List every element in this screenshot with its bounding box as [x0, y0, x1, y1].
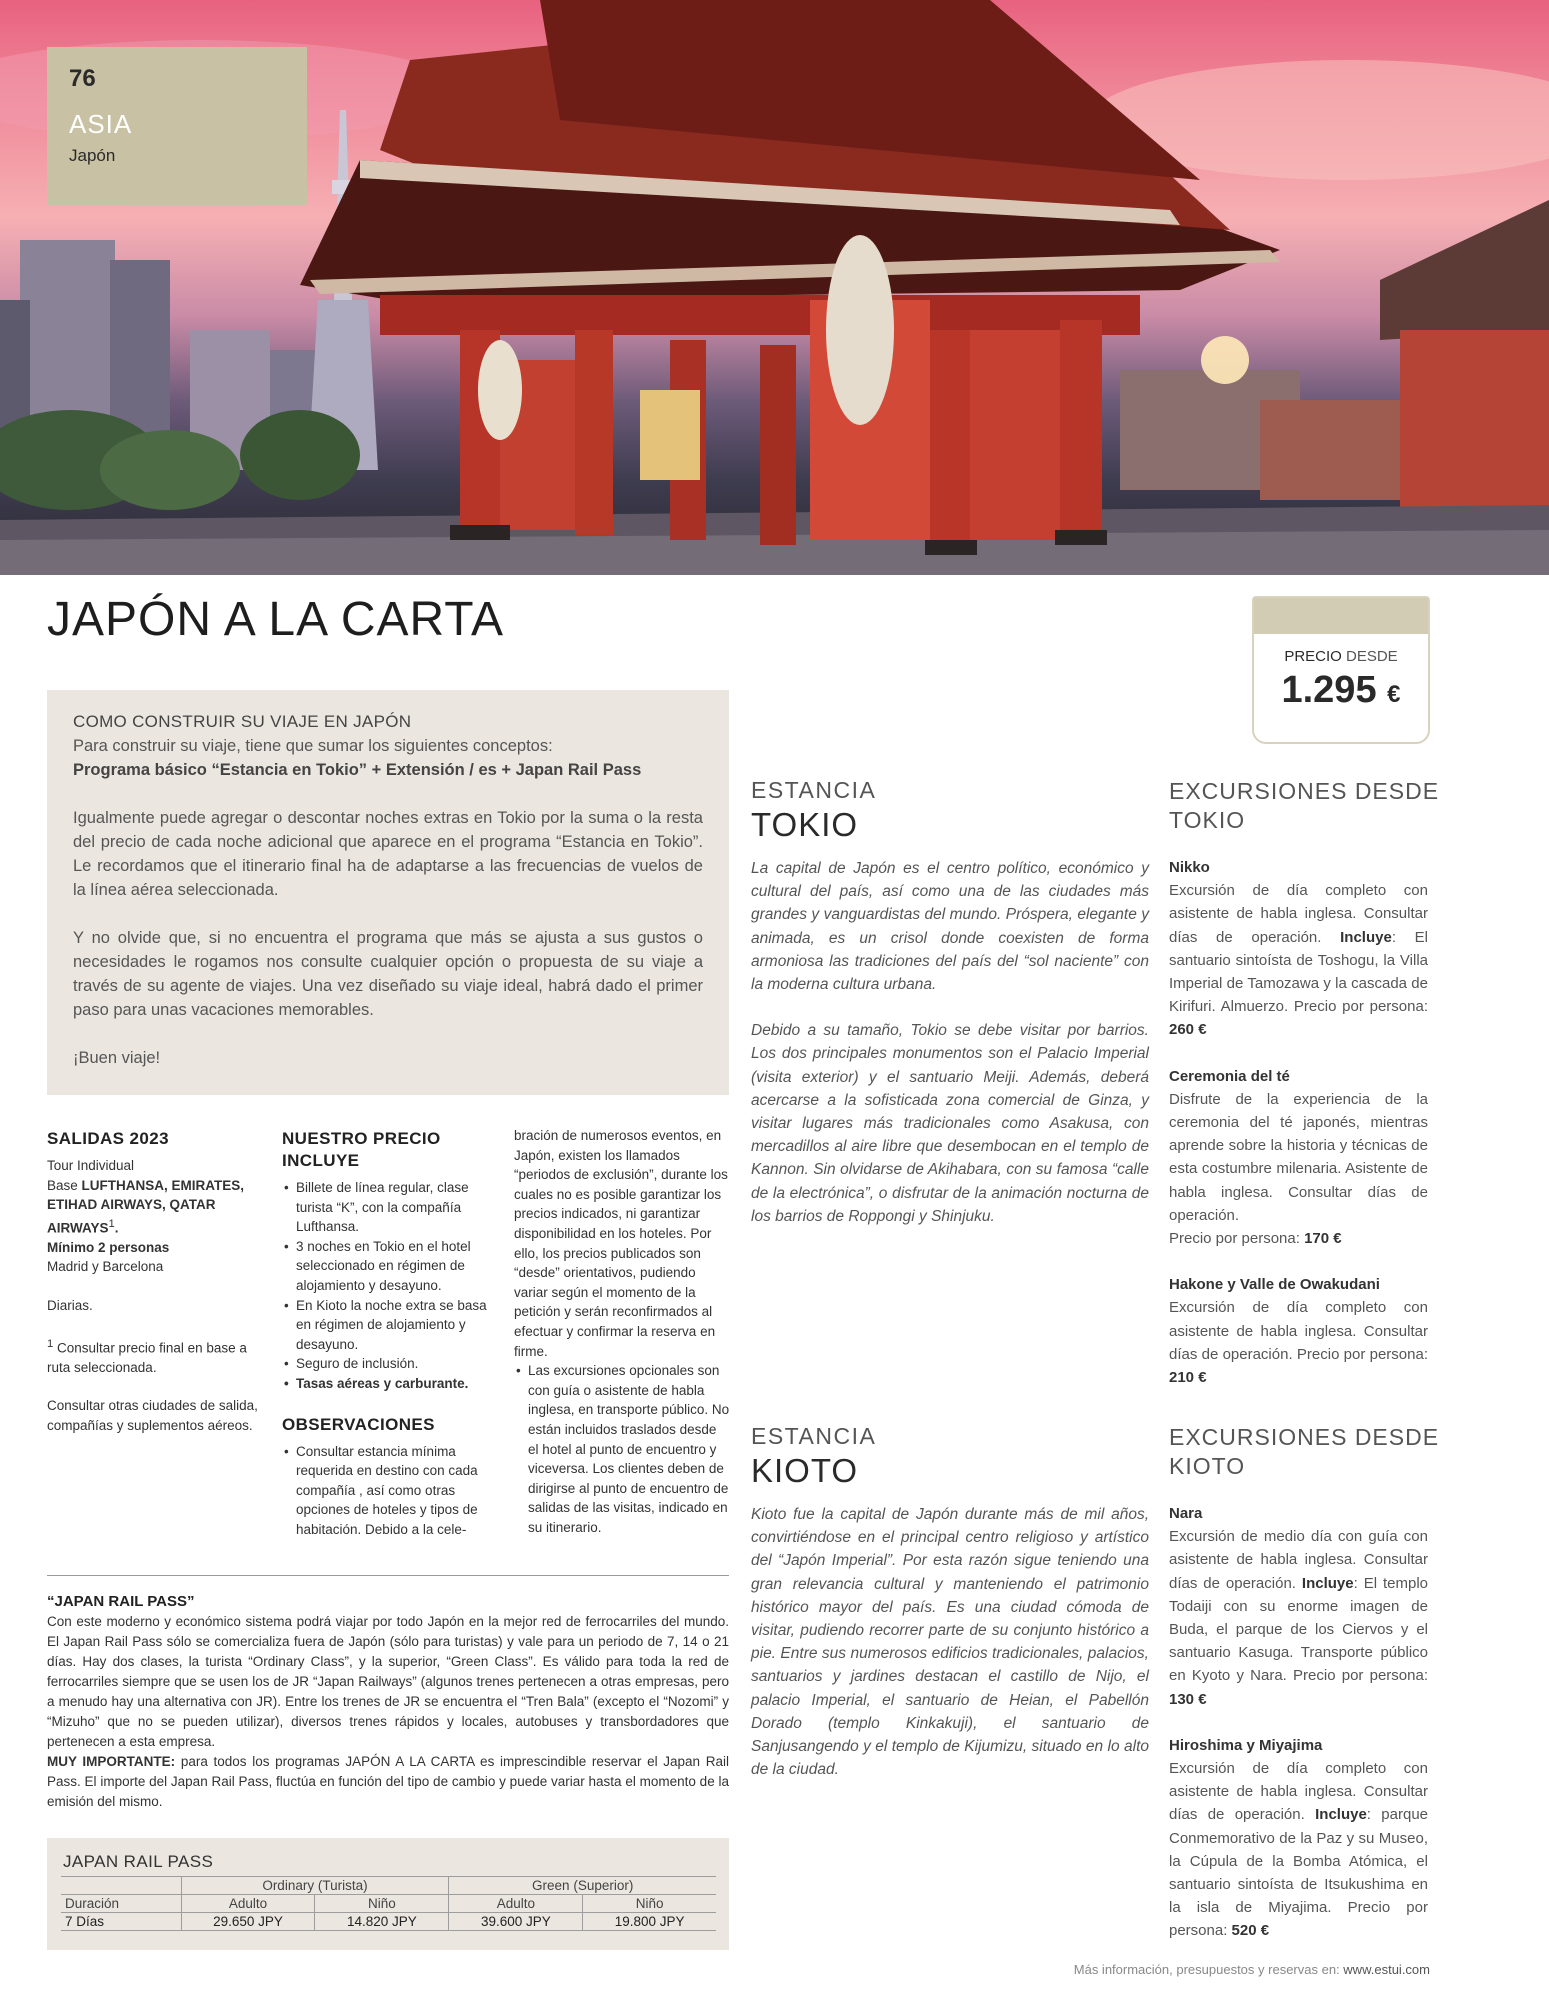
excursion-title: Nikko: [1169, 859, 1210, 876]
rail-table: [61, 1876, 716, 1931]
excursions-tokio-heading-line2: TOKIO: [1169, 807, 1246, 833]
salidas-cities: Madrid y Barcelona: [47, 1259, 164, 1275]
kioto-description: [751, 1503, 1149, 1781]
excursion-price: 170 €: [1304, 1230, 1342, 1248]
duration-header: Duración: [61, 1895, 181, 1913]
info-formula: Programa básico “Estancia en Tokio” + Extensión / es + Japan Rail Pass: [73, 761, 642, 779]
list-item: • En Kioto la noche extra se basa en régimen de alojamiento y desayuno.: [282, 1296, 494, 1355]
rail-important: [47, 1752, 729, 1812]
list-item: • Seguro de inclusión.: [282, 1354, 494, 1374]
excursion-price: 520 €: [1231, 1922, 1270, 1940]
region-label: ASIA: [69, 109, 133, 139]
excursion-includes-label: Incluye: [1315, 1806, 1367, 1824]
tokio-description: [751, 857, 1149, 1228]
incluye-column: [282, 1128, 494, 1540]
excursions-tokio-heading-line1: EXCURSIONES DESDE: [1169, 778, 1440, 804]
excursion-title: Hiroshima y Miyajima: [1169, 1736, 1323, 1754]
green-adult-header: Adulto: [449, 1895, 583, 1913]
salidas-frequency: Diarias.: [47, 1298, 93, 1314]
excursion-title: Nara: [1169, 1505, 1203, 1522]
excursion-price: 210 €: [1169, 1369, 1207, 1387]
green-header: Green (Superior): [449, 1877, 716, 1895]
footnote-text: Consultar precio final en base a ruta seleccionada.: [47, 1340, 247, 1375]
excursion-text: Excursión de día completo con asistente de habla inglesa. Consultar días de operación.: [1169, 1760, 1428, 1824]
excursion-hiroshima: [1169, 1734, 1428, 1943]
excursions-kioto-heading: [1169, 1423, 1439, 1481]
rail-important-text: para todos los programas JAPÓN A LA CARTA es imprescindible reservar el Japan Rail Pass. El importe del Japan Rail Pass, fluctúa en función del tipo de cambio y puede variar hasta el momento de la emisión del mismo.: [47, 1754, 729, 1809]
tokio-heading: [751, 777, 876, 844]
excursion-text: Excursión de día completo con asistente de habla inglesa. Consultar días de operación.: [1169, 882, 1428, 946]
excursion-tea-ceremony: [1169, 1065, 1428, 1251]
ordinary-child-cell: 14.820 JPY: [315, 1913, 449, 1931]
price-badge: [1252, 596, 1430, 744]
price-badge-bar: [1254, 598, 1428, 634]
price-value: [1254, 669, 1428, 712]
observaciones-list-cont: [514, 1361, 730, 1537]
japan-rail-pass-section: [47, 1592, 729, 1812]
list-item: • Las excursiones opcionales son con guía o asistente de habla inglesa, en transporte público. No están incluidos traslados desde el hotel al punto de encuentro y viceversa. Los clientes deben de dirigirse al punto de encuentro de salidas de las visitas, indicado en su itinerario.: [514, 1361, 730, 1537]
salidas-tour: Tour Individual: [47, 1158, 135, 1173]
rail-table-title: JAPAN RAIL PASS: [63, 1852, 214, 1871]
info-paragraph-2: Y no olvide que, si no encuentra el programa que más se ajusta a sus gustos o necesidades le rogamos nos consulte cualquier opción o propuesta de su viaje a través de su agente de viajes. Una vez diseñado su viaje ideal, habrá dado el primer paso para unas vacaciones memorables.: [73, 929, 703, 1019]
observaciones-continued-column: [514, 1126, 730, 1537]
excursion-price-label: Precio por persona:: [1169, 1230, 1300, 1248]
kioto-heading-big: KIOTO: [751, 1452, 859, 1489]
list-item: • Billete de línea regular, clase turista “K”, con la compañía Lufthansa.: [282, 1178, 494, 1237]
rail-important-label: MUY IMPORTANTE:: [47, 1754, 176, 1769]
excursion-includes-text: : El santuario sintoísta de Toshogu, la Villa Imperial de Tamozawa y la cascada de Kirifuri. Almuerzo. Precio por persona:: [1169, 928, 1428, 1016]
excursions-tokio-heading: [1169, 777, 1439, 835]
price-label: [1254, 648, 1428, 665]
excursion-text: Disfrute de la experiencia de la ceremonia del té japonés, mientras aprende sobre la historia y técnicas de esta costumbre milenaria. Asistente de habla inglesa. Consultar días de operación.: [1169, 1090, 1428, 1224]
rail-heading: “JAPAN RAIL PASS”: [47, 1593, 195, 1610]
ordinary-child-header: Niño: [315, 1895, 449, 1913]
footer-link[interactable]: www.estui.com: [1343, 1962, 1430, 1977]
salidas-other: Consultar otras ciudades de salida, compañías y suplementos aéreos.: [47, 1398, 258, 1433]
tokio-heading-big: TOKIO: [751, 806, 859, 843]
salidas-column: [47, 1128, 265, 1436]
excursion-price: 130 €: [1169, 1690, 1207, 1708]
kioto-heading-small: ESTANCIA: [751, 1423, 877, 1449]
duration-cell: 7 Días: [61, 1913, 181, 1931]
kioto-paragraph-1: Kioto fue la capital de Japón durante más de mil años, convirtiéndose en el principal centro religioso y artístico del “Japón Imperial”. Por esta razón sigue teniendo una gran relevancia cultural y manteniendo el patrimonio histórico mayor del país. Es una ciudad cómoda de visitar, pudiendo recorrer parte de su conjunto histórico a pie. Entre sus numerosos edificios tradicionales, palacios, santuarios y jardines destacan el castillo de Nijo, el palacio Imperial, el santuario de Heian, el Pabellón Dorado (templo Kinkakuji), el santuario de Sanjusangendo y el templo de Kijumizu, situado en lo alto de la ciudad.: [751, 1506, 1149, 1779]
green-adult-cell: 39.600 JPY: [449, 1913, 583, 1931]
excursion-title: Ceremonia del té: [1169, 1067, 1290, 1085]
salidas-airlines-note: 1: [108, 1217, 115, 1230]
table-row: [61, 1913, 716, 1931]
info-intro: Para construir su viaje, tiene que sumar los siguientes conceptos:: [73, 737, 553, 755]
observaciones-item1-continued: bración de numerosos eventos, en Japón, existen los llamados “periodos de exclusión”, durante los cuales no es posible garantizar los precios indicados, ni garantizar disponibilidad en los hoteles. Por ello, los precios publicados son “desde” orientativos, pudiendo variar según el momento de la petición y serán reconfirmados al efectuar y confirmar la reserva en firme.: [514, 1128, 728, 1359]
salidas-footnote: [47, 1335, 265, 1378]
price-currency: €: [1387, 681, 1401, 708]
salidas-heading: SALIDAS 2023: [47, 1129, 169, 1148]
price-amount: 1.295: [1281, 669, 1377, 711]
excursion-hakone: [1169, 1273, 1428, 1389]
list-item: • 3 noches en Tokio en el hotel seleccionado en régimen de alojamiento y desayuno.: [282, 1237, 494, 1296]
kioto-heading: [751, 1423, 876, 1490]
country-label: Japón: [69, 146, 116, 165]
hero-image: [0, 0, 1549, 575]
excursion-text: Excursión de medio día con guía con asistente de habla inglesa. Consultar días de operación.: [1169, 1528, 1428, 1592]
observaciones-list: [282, 1442, 494, 1540]
ordinary-adult-header: Adulto: [181, 1895, 315, 1913]
section-tag: [47, 47, 307, 205]
list-item: • Consultar estancia mínima requerida en destino con cada compañía , así como otras opciones de hoteles y tipos de habitación. Debido a la cele-: [282, 1442, 494, 1540]
incluye-list: [282, 1178, 494, 1394]
tokio-heading-small: ESTANCIA: [751, 777, 877, 803]
rail-text: Con este moderno y económico sistema podrá viajar por todo Japón en la mejor red de ferrocarriles del mundo. El Japan Rail Pass sólo se comercializa fuera de Japón (sólo para turistas) y vale para un periodo de 7, 14 o 21 días. Hay dos clases, la turista “Ordinary Class”, y la superior, “Green Class”. Es válido para toda la red de ferrocarriles siempre que se usen los de JR “Japan Railways” (algunos trenes pertenecen a otras empresas, pero a menudo hay una alternativa con JR). Entre los trenes de JR se encuentra el “Tren Bala” (excepto el “Nozomi” y “Mizuho” que no se pueden utilizar), diversos trenes rápidos y locales, autobuses y transbordadores que pertenecen a esta empresa.: [47, 1614, 729, 1749]
excursions-kioto: [1169, 1502, 1428, 1943]
list-item: • Tasas aéreas y carburante.: [282, 1374, 494, 1394]
excursion-nara: [1169, 1502, 1428, 1711]
info-heading: COMO CONSTRUIR SU VIAJE EN JAPÓN: [73, 712, 412, 731]
page-title: JAPÓN A LA CARTA: [47, 593, 505, 646]
observaciones-heading: OBSERVACIONES: [282, 1414, 435, 1434]
salidas-minimum: Mínimo 2 personas: [47, 1239, 170, 1255]
price-label-sub: DESDE: [1346, 648, 1398, 665]
tokio-paragraph-1: La capital de Japón es el centro político, económico y cultural del país, así como una de las ciudades más grandes y vanguardistas del mundo. Próspera, elegante y animada, es un crisol donde coexisten de forma armoniosa las tradiciones del país del “sol naciente” con la moderna cultura urbana.: [751, 860, 1149, 994]
footer: [1074, 1962, 1430, 1977]
excursion-includes-label: Incluye: [1301, 1574, 1354, 1592]
excursion-title: Hakone y Valle de Owakudani: [1169, 1276, 1380, 1294]
info-closing: ¡Buen viaje!: [73, 1049, 161, 1067]
divider: [47, 1575, 729, 1576]
price-label-main: PRECIO: [1284, 648, 1342, 665]
excursion-includes-text: : El templo Todaiji con su enorme imagen de Buda, el parque de los Ciervos y el santuario Kasuga. Transporte público en Kyoto y Nara. Precio por persona:: [1169, 1574, 1428, 1685]
green-child-cell: 19.800 JPY: [583, 1913, 716, 1931]
excursion-price: 260 €: [1169, 1021, 1207, 1039]
salidas-base-label: Base: [47, 1177, 78, 1193]
excursion-includes-label: Incluye: [1340, 928, 1392, 946]
ordinary-header: Ordinary (Turista): [181, 1877, 449, 1895]
excursions-kioto-heading-line2: KIOTO: [1169, 1453, 1246, 1479]
rail-pass-price-table: [47, 1838, 729, 1950]
ordinary-adult-cell: 29.650 JPY: [181, 1913, 315, 1931]
excursion-nikko: [1169, 856, 1428, 1042]
green-child-header: Niño: [583, 1895, 716, 1913]
footnote-mark: 1: [47, 1337, 54, 1350]
excursion-includes-text: : parque Conmemorativo de la Paz y su Museo, la Cúpula de la Bomba Atómica, el santuario sintoísta de Itsukushima en la isla de Miyajima. Precio por persona:: [1169, 1806, 1429, 1940]
salidas-airlines: LUFTHANSA, EMIRATES, ETIHAD AIRWAYS, QATAR AIRWAYS: [47, 1177, 245, 1236]
footer-text: Más información, presupuestos y reservas en:: [1073, 1962, 1340, 1977]
how-to-build-box: [47, 690, 729, 1095]
page-number: 76: [69, 65, 96, 92]
excursion-text: Excursión de día completo con asistente de habla inglesa. Consultar días de operación. Precio por persona:: [1169, 1299, 1428, 1363]
excursions-tokio: [1169, 856, 1428, 1389]
tokio-paragraph-2: Debido a su tamaño, Tokio se debe visitar por barrios. Los dos principales monumentos son el Palacio Imperial (visita exterior) y el santuario Meiji. Además, deberá acercarse a la sofisticada zona comercial de Ginza, y visitar lugares más tradicionales como Asakusa, con mercadillos al aire libre que desembocan en el templo de Kannon. Sin olvidarse de Akihabara, con su famosa “calle de la electrónica”, o disfrutar de la animación nocturna de los barrios de Roppongi y Shinjuku.: [751, 1022, 1149, 1225]
info-paragraph-1: Igualmente puede agregar o descontar noches extras en Tokio por la suma o la resta del precio de cada noche adicional que aparece en el programa “Estancia en Tokio”. Le recordamos que el itinerario final ha de adaptarse a las frecuencias de vuelos de la línea aérea seleccionada.: [73, 809, 703, 899]
incluye-heading: NUESTRO PRECIO INCLUYE: [282, 1129, 441, 1170]
salidas-base: Base LUFTHANSA, EMIRATES, ETIHAD AIRWAYS, QATAR AIRWAYS$^1$.: [47, 1177, 245, 1236]
excursions-kioto-heading-line1: EXCURSIONES DESDE: [1169, 1424, 1440, 1450]
